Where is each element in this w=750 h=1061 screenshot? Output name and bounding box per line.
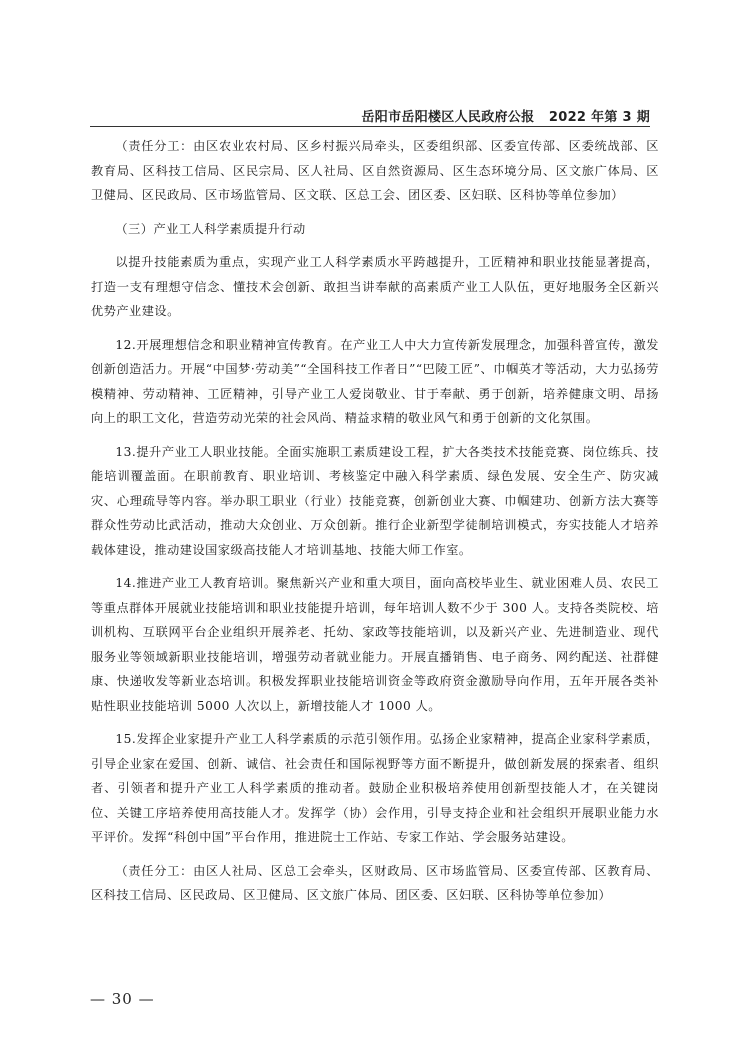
item-15: 15.发挥企业家提升产业工人科学素质的示范引领作用。弘扬企业家精神，提高企业家科学素质，引导企业家在爱国、创新、诚信、社会责任和国际视野等方面不断提升，做创新发展的探索者、组织者、引领者和提升产业工人科学素质的推动者。鼓励企业积极培养使用创新型技能人才，在关键岗位、关键工序培养使用高技能人才。发挥学（协）会作用，引导支持企业和社会组织开展职业能力水平评价。发挥“科创中国”平台作用，推进院士工作站、专家工作站、学会服务站建设。 (91, 732, 659, 844)
responsibility-note-1: （责任分工：由区农业农村局、区乡村振兴局牵头，区委组织部、区委宣传部、区委统战部、区教育局、区科技工信局、区民宗局、区人社局、区自然资源局、区生态环境分局、区文旅广体局、区卫健局、区民政局、区市场监管局、区文联、区总工会、团区委、区妇联、区科协等单位参加） (91, 139, 659, 202)
issue-label: 2022 年第 3 期 (548, 110, 650, 125)
gazette-title: 岳阳市岳阳楼区人民政府公报 (361, 110, 535, 125)
section-intro: 以提升技能素质为重点，实现产业工人科学素质水平跨越提升，工匠精神和职业技能显著提高，打造一支有理想守信念、懂技术会创新、敢担当讲奉献的高素质产业工人队伍，更好地服务全区新兴优势产业建设。 (91, 255, 659, 318)
item-13: 13.提升产业工人职业技能。全面实施职工素质建设工程，扩大各类技术技能竞赛、岗位练兵、技能培训覆盖面。在职前教育、职业培训、考核鉴定中融入科学素质、绿色发展、安全生产、防灾减灾、心理疏导等内容。举办职工职业（行业）技能竞赛，创新创业大赛、巾帼建功、创新方法大赛等群众性劳动比武活动，推动大众创业、万众创新。推行企业新型学徒制培训模式，夯实技能人才培养载体建设，推动建设国家级高技能人才培训基地、技能大师工作室。 (91, 444, 659, 557)
page-number: — 30 — (90, 990, 155, 1008)
running-header (90, 106, 650, 125)
body-text (91, 134, 659, 908)
section-heading: （三）产业工人科学素质提升行动 (115, 221, 306, 236)
item-12: 12.开展理想信念和职业精神宣传教育。在产业工人中大力宣传新发展理念，加强科普宣传，激发创新创造活力。开展“中国梦·劳动美”“全国科技工作者日”“巴陵工匠”、巾帼英才等活动，大力弘扬劳模精神、劳动精神、工匠精神，引导产业工人爱岗敬业、甘于奉献、勇于创新，培养健康文明、昂扬向上的职工文化，营造劳动光荣的社会风尚、精益求精的敬业风气和勇于创新的文化氛围。 (91, 337, 659, 425)
item-14: 14.推进产业工人教育培训。聚焦新兴产业和重大项目，面向高校毕业生、就业困难人员、农民工等重点群体开展就业技能培训和职业技能提升培训，每年培训人数不少于 300 人。支持各类院校、培训机构、互联网平台企业组织开展养老、托幼、家政等技能培训，以及新兴产业、先进制造业、现代服务业等领域新职业技能培训，增强劳动者就业能力。开展直播销售、电子商务、网约配送、社群健康、快递收发等新业态培训。积极发挥职业技能培训资金等政府资金激励导向作用，五年开展各类补贴性职业技能培训 5000 人次以上，新增技能人才 1000 人。 (91, 576, 659, 713)
header-rule (90, 126, 650, 127)
responsibility-note-2: （责任分工：由区人社局、区总工会牵头，区财政局、区市场监管局、区委宣传部、区教育局、区科技工信局、区民政局、区卫健局、区文旅广体局、团区委、区妇联、区科协等单位参加） (91, 863, 659, 902)
